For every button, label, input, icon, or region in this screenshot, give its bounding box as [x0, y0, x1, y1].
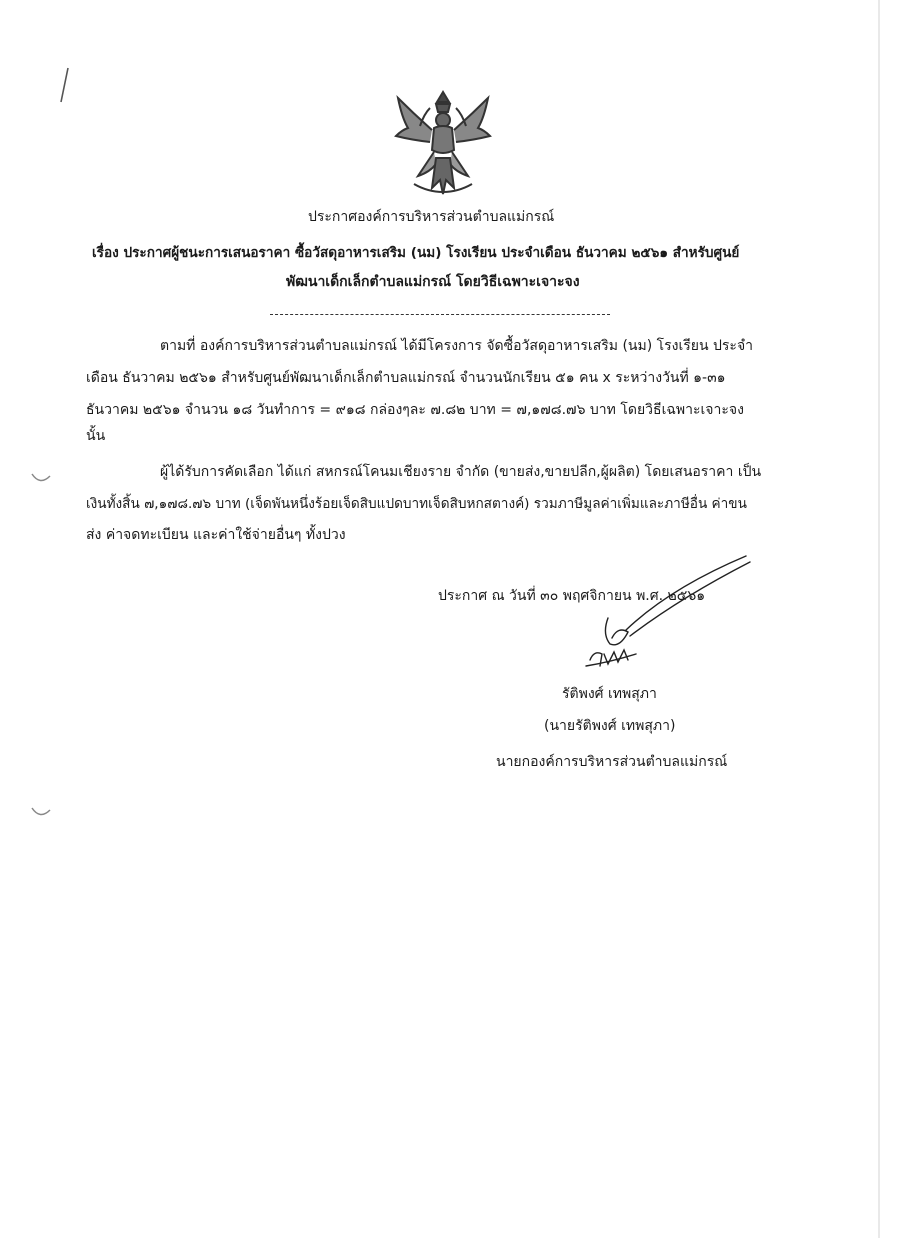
- subject-line-1: เรื่อง ประกาศผู้ชนะการเสนอราคา ซื้อวัสดุอาหารเสริม (นม) โรงเรียน ประจำเดือน ธันวาคม ๒๕๖๑ สำหรับศูนย์: [92, 245, 740, 261]
- subject-line-2: พัฒนาเด็กเล็กตำบลแม่กรณ์ โดยวิธีเฉพาะเจาะจง: [286, 274, 580, 290]
- paragraph-2-line-2: เงินทั้งสิ้น ๗,๑๗๘.๗๖ บาท (เจ็ดพันหนึ่งร้อยเจ็ดสิบแปดบาทเจ็ดสิบหกสตางค์) รวมภาษีมูลค่าเพิ่มและภาษีอื่น ค่าขน: [86, 496, 747, 512]
- punch-hole-mark-bottom: [30, 804, 54, 822]
- scan-mark-slash: [56, 66, 76, 106]
- paragraph-1-line-2: เดือน ธันวาคม ๒๕๖๑ สำหรับศูนย์พัฒนาเด็กเล็กตำบลแม่กรณ์ จำนวนนักเรียน ๕๑ คน x ระหว่างวันที่ ๑-๓๑: [86, 370, 726, 386]
- garuda-emblem-icon: [384, 84, 502, 202]
- signatory-name: รัติพงศ์ เทพสุภา: [562, 686, 657, 702]
- org-announcement-title: ประกาศองค์การบริหารส่วนตำบลแม่กรณ์: [308, 209, 555, 225]
- paragraph-2-line-3: ส่ง ค่าจดทะเบียน และค่าใช้จ่ายอื่นๆ ทั้งปวง: [86, 527, 346, 543]
- divider: [270, 314, 610, 315]
- paragraph-1-line-1: ตามที่ องค์การบริหารส่วนตำบลแม่กรณ์ ได้มีโครงการ จัดซื้อวัสดุอาหารเสริม (นม) โรงเรียน ประจำ: [160, 338, 754, 354]
- paragraph-1-line-4: นั้น: [86, 428, 106, 444]
- signatory-position: นายกองค์การบริหารส่วนตำบลแม่กรณ์: [496, 754, 728, 770]
- paragraph-2-line-1: ผู้ได้รับการคัดเลือก ได้แก่ สหกรณ์โคนมเชียงราย จำกัด (ขายส่ง,ขายปลีก,ผู้ผลิต) โดยเสนอราคา เป็น: [160, 464, 762, 480]
- signatory-name-parenthesized: (นายรัติพงศ์ เทพสุภา): [544, 718, 676, 734]
- announcement-date: ประกาศ ณ วันที่ ๓๐ พฤศจิกายน พ.ศ. ๒๕๖๑: [438, 588, 706, 604]
- paragraph-1-line-3: ธันวาคม ๒๕๖๑ จำนวน ๑๘ วันทำการ = ๙๑๘ กล่องๆละ ๗.๘๒ บาท = ๗,๑๗๘.๗๖ บาท โดยวิธีเฉพาะเจาะจง: [86, 402, 744, 418]
- scan-edge: [878, 0, 880, 1238]
- handwritten-signature: [550, 548, 770, 678]
- punch-hole-mark-top: [30, 470, 54, 488]
